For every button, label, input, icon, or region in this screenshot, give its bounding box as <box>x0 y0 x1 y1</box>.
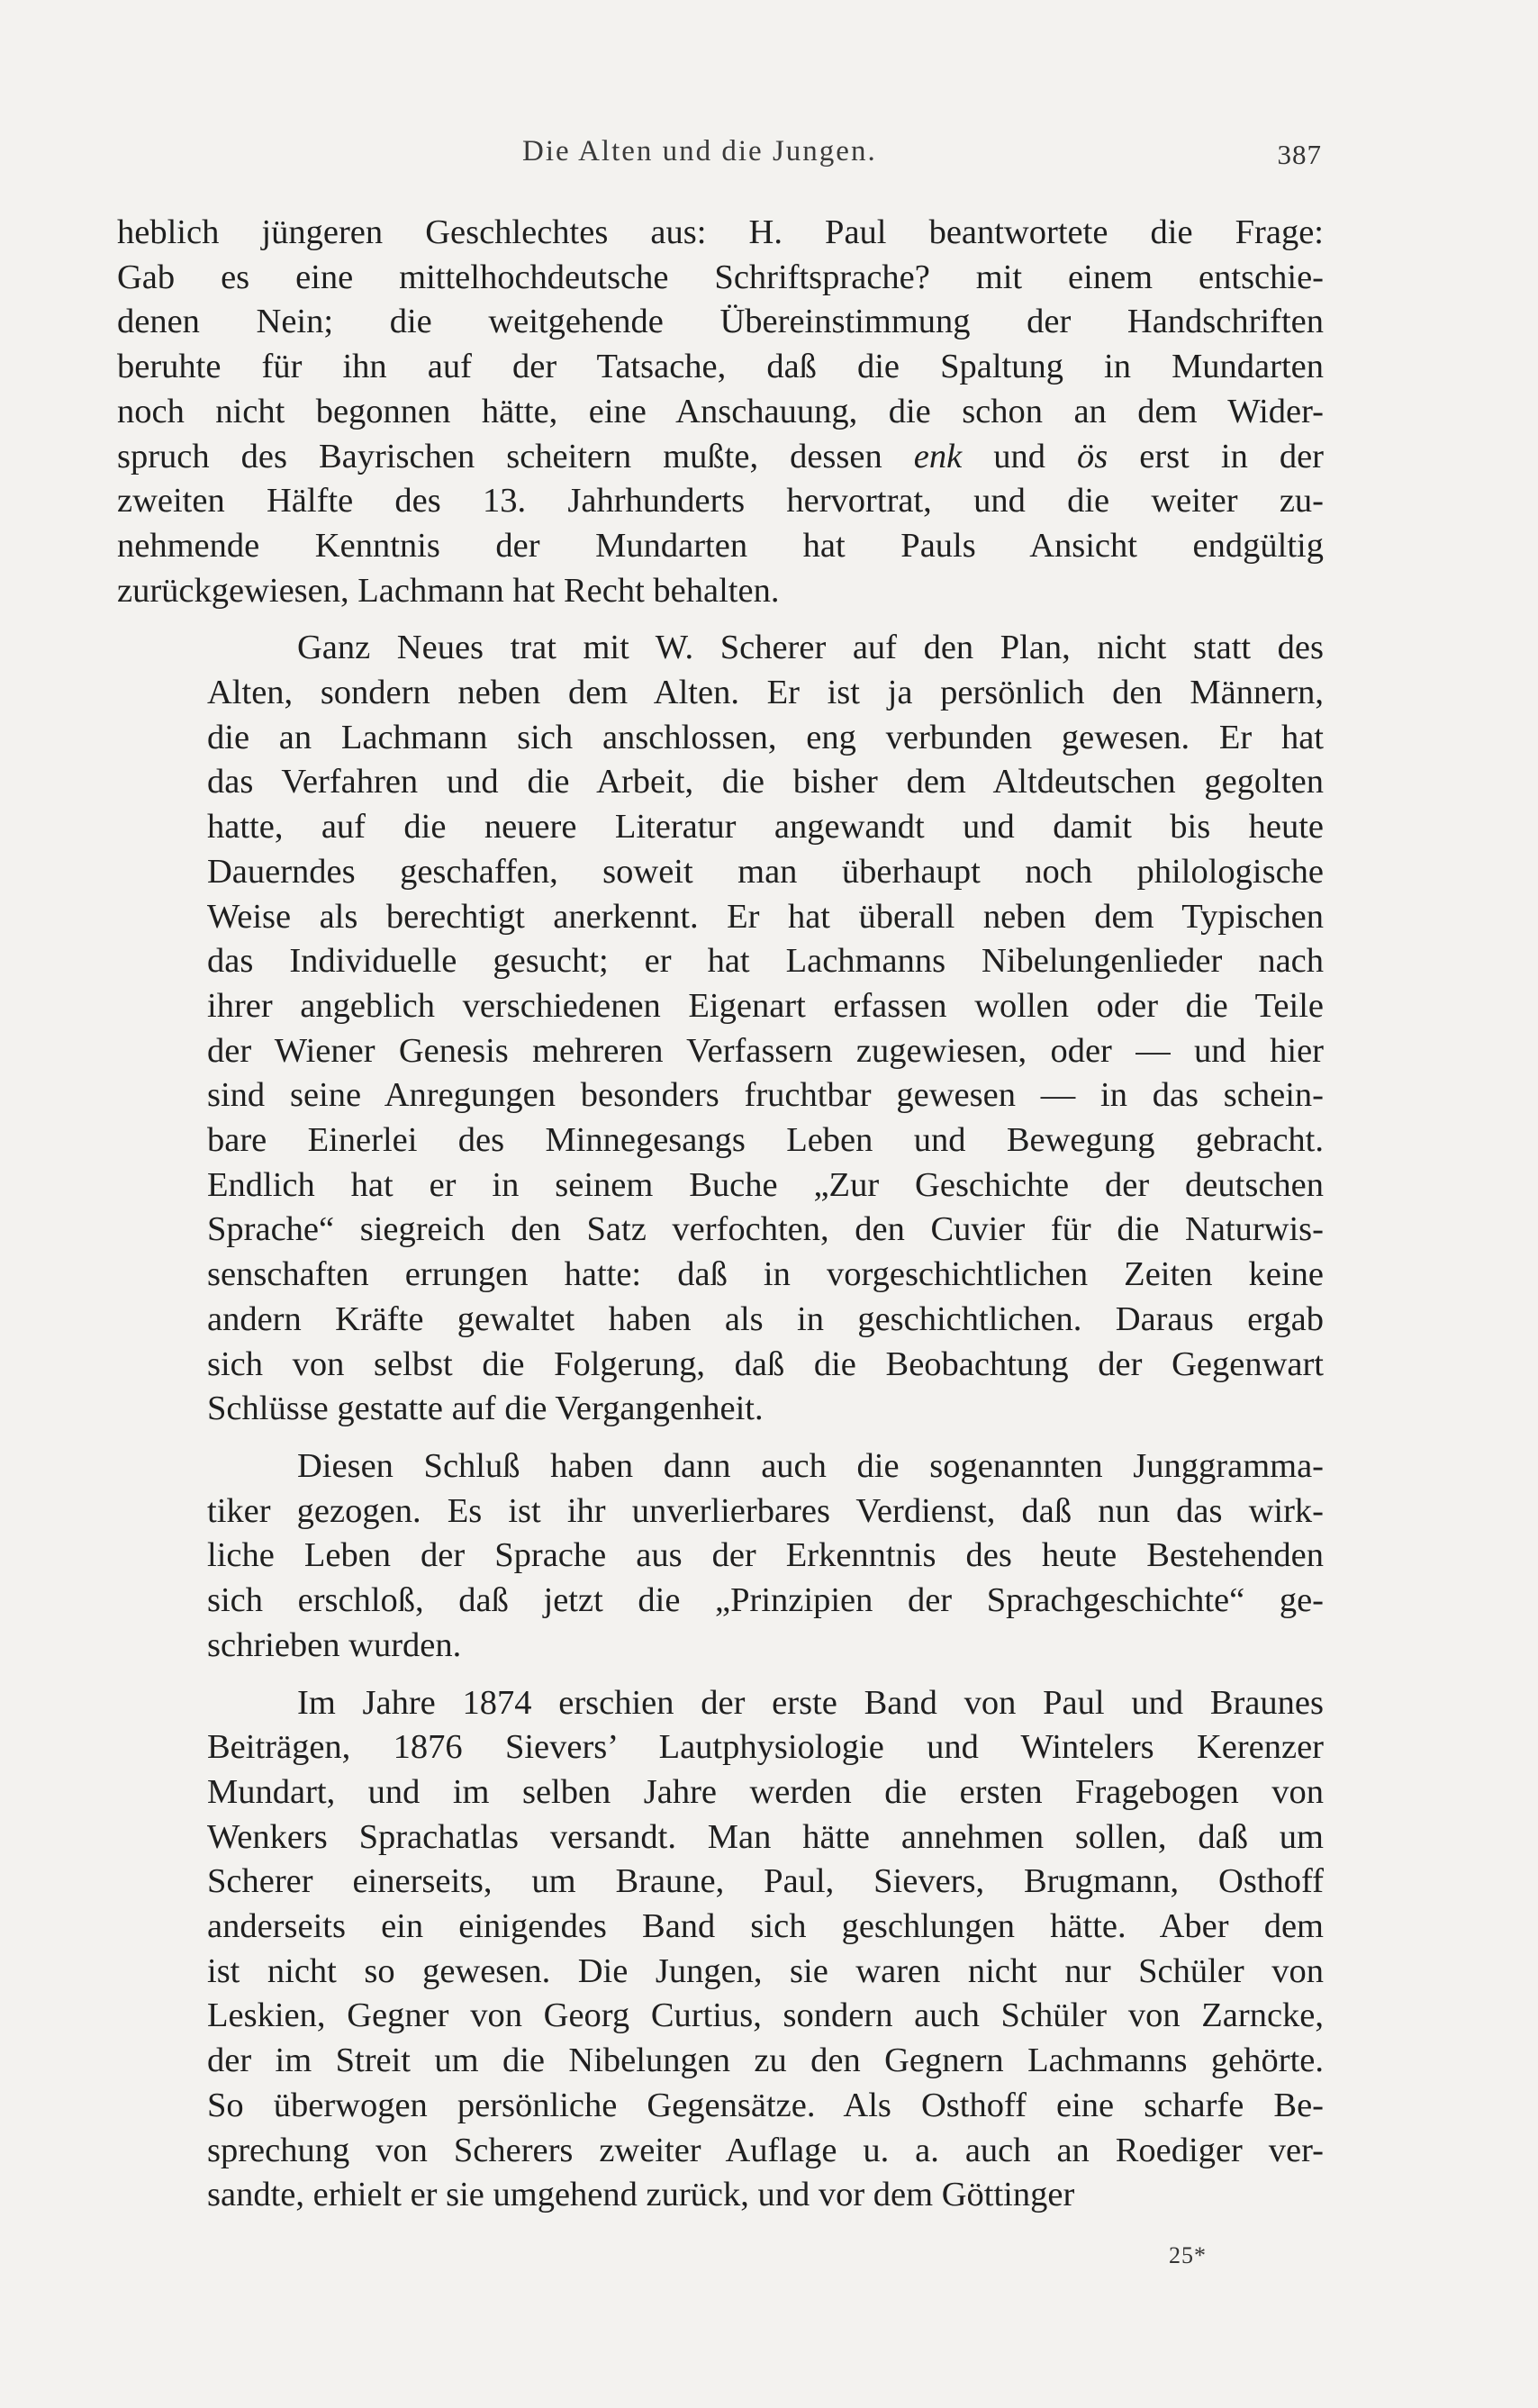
text-line: Gab es eine mittelhochdeutsche Schriftsprache? mit einem entschie- <box>117 258 1324 296</box>
signature-mark: 25* <box>1169 2242 1207 2268</box>
text-line: das Individuelle gesucht; er hat Lachmanns Nibelungenlieder nach <box>207 942 1324 981</box>
text-line: der im Streit um die Nibelungen zu den Gegnern Lachmanns gehörte. <box>207 2041 1324 2080</box>
text-line: das Verfahren und die Arbeit, die bisher dem Altdeutschen gegolten <box>207 763 1324 801</box>
text-line: bare Einerlei des Minnegesangs Leben und Bewegung gebracht. <box>207 1121 1324 1160</box>
running-title: Die Alten und die Jungen. <box>522 135 877 167</box>
text-line: senschaften errungen hatte: daß in vorgeschichtlichen Zeiten keine <box>207 1255 1324 1294</box>
text-line: schrieben wurden. <box>207 1625 462 1664</box>
paragraph <box>117 1444 1324 1669</box>
text-line: Wenkers Sprachatlas versandt. Man hätte annehmen sollen, daß um <box>207 1817 1324 1856</box>
italic-word: ös <box>1077 437 1108 475</box>
text-line: anderseits ein einigendes Band sich geschlungen hätte. Aber dem <box>207 1907 1324 1946</box>
text-line: hatte, auf die neuere Literatur angewandt und damit bis heute <box>207 808 1324 846</box>
text-line: sprechung von Scherers zweiter Auflage u. a. auch an Roediger ver- <box>207 2131 1324 2169</box>
text-line: Diesen Schluß haben dann auch die sogenannten Junggramma- <box>297 1446 1324 1485</box>
body-text <box>117 211 1324 2231</box>
text-line: Scherer einerseits, um Braune, Paul, Sievers, Brugmann, Osthoff <box>207 1862 1324 1901</box>
text-line: Schlüsse gestatte auf die Vergangenheit. <box>207 1390 764 1428</box>
text-line: Beiträgen, 1876 Sievers’ Lautphysiologie und Wintelers Kerenzer <box>207 1728 1324 1767</box>
text-line: sich erschloß, daß jetzt die „Prinzipien der Sprachgeschichte“ ge- <box>207 1581 1324 1620</box>
paragraph <box>117 211 1324 613</box>
page-number: 387 <box>1277 139 1322 170</box>
italic-word: enk <box>913 437 963 475</box>
text-line: Ganz Neues trat mit W. Scherer auf den Plan, nicht statt des <box>297 629 1324 667</box>
text-line: heblich jüngeren Geschlechtes aus: H. Paul beantwortete die Frage: <box>117 213 1324 251</box>
text-line: sandte, erhielt er sie umgehend zurück, und vor dem Göttinger <box>207 2176 1075 2214</box>
paragraph <box>117 1681 1324 2218</box>
text-line: zurückgewiesen, Lachmann hat Recht behalten. <box>117 571 780 610</box>
text-line: andern Kräfte gewaltet haben als in geschichtlichen. Daraus ergab <box>207 1299 1324 1338</box>
text-line: Mundart, und im selben Jahre werden die ersten Fragebogen von <box>207 1772 1324 1811</box>
text-line: ist nicht so gewesen. Die Jungen, sie waren nicht nur Schüler von <box>207 1951 1324 1990</box>
text-line: denen Nein; die weitgehende Übereinstimmung der Handschriften <box>117 303 1324 341</box>
text-line: tiker gezogen. Es ist ihr unverlierbares Verdienst, daß nun das wirk- <box>207 1491 1324 1530</box>
text-line: Endlich hat er in seinem Buche „Zur Geschichte der deutschen <box>207 1165 1324 1204</box>
running-header <box>0 135 1538 180</box>
paragraph <box>117 626 1324 1432</box>
text-line: Sprache“ siegreich den Satz verfochten, den Cuvier für die Naturwis- <box>207 1210 1324 1249</box>
text-line: sind seine Anregungen besonders fruchtbar gewesen — in das schein- <box>207 1076 1324 1115</box>
text-line: spruch des Bayrischen scheitern mußte, dessen enk und ös erst in der <box>117 437 1324 475</box>
text-line: Dauerndes geschaffen, soweit man überhaupt noch philologische <box>207 852 1324 891</box>
text-line: Alten, sondern neben dem Alten. Er ist ja persönlich den Männern, <box>207 674 1324 712</box>
text-line: Im Jahre 1874 erschien der erste Band von Paul und Braunes <box>297 1683 1324 1722</box>
text-line: ihrer angeblich verschiedenen Eigenart erfassen wollen oder die Teile <box>207 986 1324 1025</box>
text-line: Leskien, Gegner von Georg Curtius, sondern auch Schüler von Zarncke, <box>207 1996 1324 2035</box>
text-line: Weise als berechtigt anerkennt. Er hat überall neben dem Typischen <box>207 897 1324 936</box>
text-line: sich von selbst die Folgerung, daß die Beobachtung der Gegenwart <box>207 1344 1324 1383</box>
text-line: die an Lachmann sich anschlossen, eng verbunden gewesen. Er hat <box>207 718 1324 756</box>
text-line: zweiten Hälfte des 13. Jahrhunderts hervortrat, und die weiter zu- <box>117 482 1324 521</box>
text-line: nehmende Kenntnis der Mundarten hat Pauls Ansicht endgültig <box>117 526 1324 565</box>
text-line: So überwogen persönliche Gegensätze. Als Osthoff eine scharfe Be- <box>207 2086 1324 2124</box>
text-line: der Wiener Genesis mehreren Verfassern zugewiesen, oder — und hier <box>207 1031 1324 1070</box>
text-line: beruhte für ihn auf der Tatsache, daß die Spaltung in Mundarten <box>117 348 1324 386</box>
text-line: liche Leben der Sprache aus der Erkenntnis des heute Bestehenden <box>207 1536 1324 1575</box>
text-line: noch nicht begonnen hätte, eine Anschauung, die schon an dem Wider- <box>117 392 1324 430</box>
